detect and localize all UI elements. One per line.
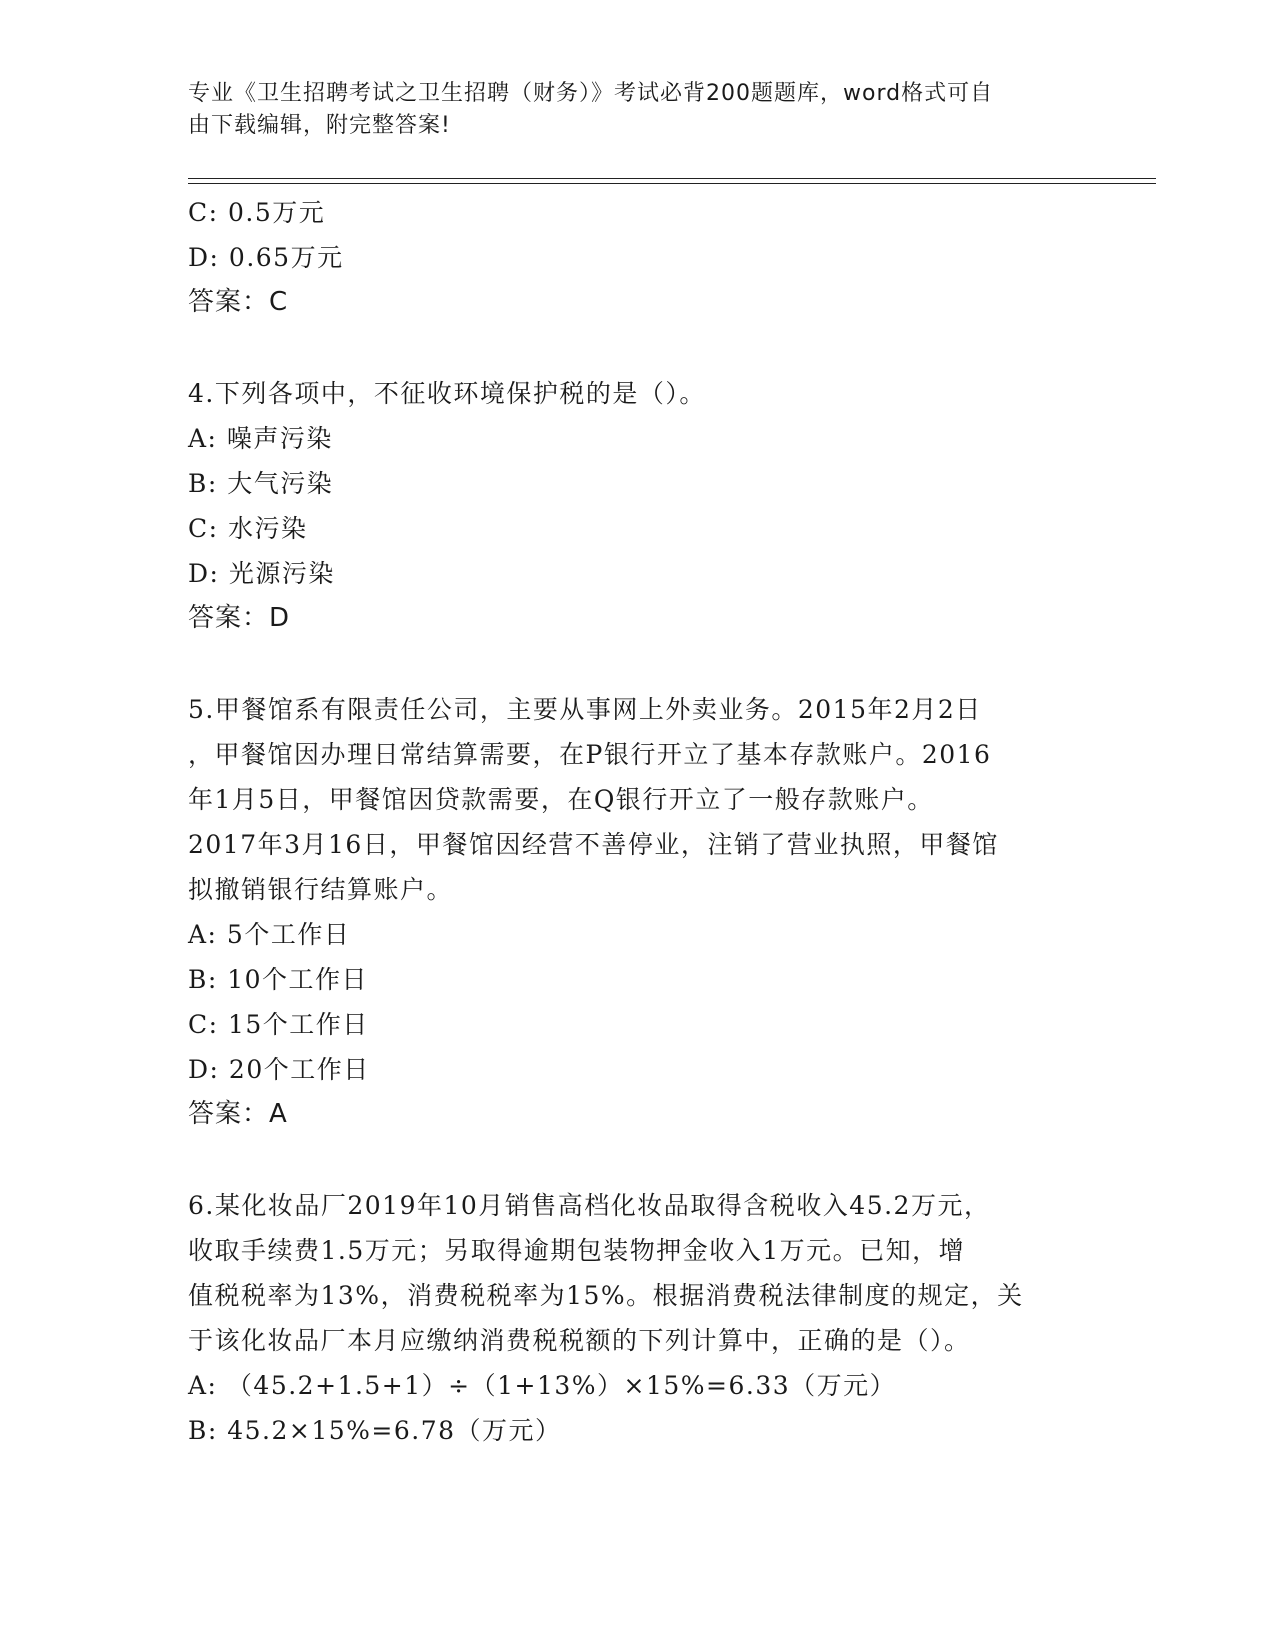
option-b: B: 45.2×15%=6.78（万元） (188, 1416, 562, 1445)
question-6 (188, 1183, 1088, 1453)
stem-line: 2017年3月16日，甲餐馆因经营不善停业，注销了营业执照，甲餐馆 (188, 830, 999, 859)
stem-line: 年1月5日，甲餐馆因贷款需要，在Q银行开立了一般存款账户。 (188, 785, 934, 814)
stem-line: 值税税率为13%，消费税税率为15%。根据消费税法律制度的规定，关 (188, 1281, 1024, 1310)
document-header-line-2: 由下载编辑，附完整答案! (188, 113, 451, 138)
header-divider-top (188, 178, 1156, 179)
option-c: C: 15个工作日 (188, 1010, 369, 1039)
question-4 (188, 371, 1088, 641)
option-d: D: 光源污染 (188, 559, 335, 588)
stem-line: ，甲餐馆因办理日常结算需要，在P银行开立了基本存款账户。2016 (188, 740, 992, 769)
option-d: D: 20个工作日 (188, 1055, 370, 1084)
option-c: C: 0.5万元 (188, 198, 326, 227)
question-stem (188, 1183, 1088, 1363)
document-header-line-1: 专业《卫生招聘考试之卫生招聘（财务）》考试必背200题题库，word格式可自 (188, 81, 994, 106)
answer: 答案：A (188, 1099, 288, 1129)
answer: 答案：C (188, 287, 289, 317)
stem-line: 拟撤销银行结算账户。 (188, 875, 454, 904)
option-b: B: 大气污染 (188, 469, 334, 498)
stem-line: 6.某化妆品厂2019年10月销售高档化妆品取得含税收入45.2万元， (188, 1191, 991, 1220)
spacer (188, 1137, 1088, 1183)
question-stem (188, 687, 1088, 912)
option-a: A: 噪声污染 (188, 424, 333, 453)
question-5 (188, 687, 1088, 1137)
option-a: A: （45.2+1.5+1）÷（1+13%）×15%=6.33（万元） (188, 1371, 897, 1400)
stem-line: 5.甲餐馆系有限责任公司，主要从事网上外卖业务。2015年2月2日 (188, 695, 982, 724)
question-stem: 4.下列各项中，不征收环境保护税的是（）。 (188, 379, 706, 408)
spacer (188, 641, 1088, 687)
question-list (188, 190, 1088, 1453)
stem-line: 收取手续费1.5万元；另取得逾期包装物押金收入1万元。已知，增 (188, 1236, 966, 1265)
question-3-tail (188, 190, 1088, 325)
option-a: A: 5个工作日 (188, 920, 351, 949)
header-divider-bottom (188, 183, 1156, 184)
spacer (188, 325, 1088, 371)
answer: 答案：D (188, 603, 291, 633)
stem-line: 于该化妆品厂本月应缴纳消费税税额的下列计算中，正确的是（）。 (188, 1326, 971, 1355)
option-c: C: 水污染 (188, 514, 308, 543)
option-d: D: 0.65万元 (188, 243, 344, 272)
option-b: B: 10个工作日 (188, 965, 369, 994)
